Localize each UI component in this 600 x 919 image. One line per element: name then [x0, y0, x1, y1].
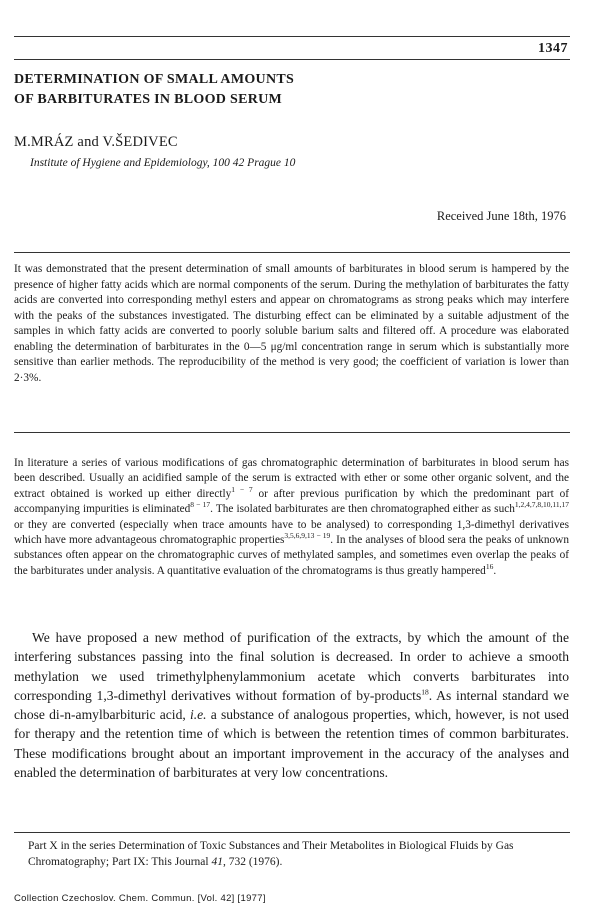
citation-ref: 16	[485, 562, 494, 572]
top-rule	[14, 36, 570, 37]
citation-ref: 1,2,4,7,8,10,11,17	[514, 500, 569, 510]
intro-text-5: . In the analyses of blood sera the peaks of unknown substances often appear on the chromatographic curves of methylated samples, and sometimes even overlap the peaks of the barbiturates under analysis. A quantitative evaluation of the chromatograms is thus greatly hampered	[14, 534, 569, 577]
main-paragraph	[14, 628, 569, 782]
intro-text-1: In literature a series of various modifications of gas chromatographic determination of barbiturates in blood serum has been described. Usually an acidified sample of the serum is extracted with ether or some other organic solvent, and the extract obtained is worked up either directly	[14, 457, 569, 500]
footnote	[28, 838, 568, 870]
footnote-text-2: , 732 (1976).	[222, 856, 283, 868]
footnote-rule	[14, 832, 570, 833]
intro-text-2: or after previous purification by which the predominant part of accompanying impurities is eliminated	[14, 487, 569, 516]
citation-ref: 3,5,6,9,13 − 19	[284, 531, 331, 541]
article-title	[14, 70, 494, 110]
citation-ref: 18	[421, 687, 429, 697]
citation-ref: 8 − 17	[190, 500, 211, 510]
abstract-top-rule	[14, 252, 570, 253]
journal-footer: Collection Czechoslov. Chem. Commun. [Vol. 42] [1977]	[14, 893, 266, 904]
affiliation: Institute of Hygiene and Epidemiology, 100 42 Prague 10	[30, 157, 296, 169]
title-line-2: OF BARBITURATES IN BLOOD SERUM	[14, 92, 283, 107]
abstract: It was demonstrated that the present determination of small amounts of barbiturates in blood serum is hampered by the presence of higher fatty acids which are normal components of the serum. During the methylation of barbiturates the fatty acids are converted into corresponding methyl esters and appear on chromatograms as strong peaks which may interfere with the peaks of the substances investigated. The disturbing effect can be eliminated by a suitable adjustment of the samples in which fatty acids are converted to poorly soluble barium salts and filtered off. A procedure was elaborated enabling the determination of barbiturates in the 0—5 μg/ml concentration range in serum which is substantially more sensitive than earlier methods. The reproducibility of the method is very good; the coefficient of variation is lower than 2·3%.	[14, 263, 569, 384]
body-text-1: We have proposed a new method of purification of the extracts, by which the amount of the interfering substances passing into the final solution is decreased. In order to achieve a smooth methylation we used trimethylphenylammonium acetate which converts barbiturates into corresponding 1,3-dimethyl derivatives without formation of by-products	[14, 630, 569, 703]
received-date: Received June 18th, 1976	[436, 209, 566, 223]
footnote-volume: 41	[211, 856, 223, 868]
body-ie: i.e.	[189, 707, 207, 723]
abstract-bottom-rule	[14, 432, 570, 433]
body-text-3: a substance of analogous properties, which, however, is not used for therapy and the retention time of which is between the retention times of common barbiturates. These modifications brought about an important improvement in the accuracy of the analyses and enabled the determination of barbiturates at very low concentrations.	[14, 707, 569, 781]
header-rule	[14, 59, 570, 60]
intro-text-4: or they are converted (especially when trace amounts have to be analysed) to corresponding 1,3-dimethyl derivatives which have more advantageous chromatographic properties	[14, 518, 569, 547]
title-line-1: DETERMINATION OF SMALL AMOUNTS	[14, 72, 295, 87]
introduction-paragraph	[14, 456, 569, 579]
intro-text-6: .	[493, 564, 497, 577]
citation-ref: 1 − 7	[231, 485, 253, 495]
footnote-text-1: Part X in the series Determination of Toxic Substances and Their Metabolites in Biological Fluids by Gas Chromatography; Part IX: This Journal	[28, 840, 514, 868]
intro-text-3: . The isolated barbiturates are then chromatographed either as such	[210, 503, 515, 516]
body-text-2: . As internal standard we chose di-n-amylbarbituric acid,	[14, 687, 569, 723]
page-number: 1347	[538, 41, 568, 56]
authors: M.MRÁZ and V.ŠEDIVEC	[14, 134, 178, 150]
